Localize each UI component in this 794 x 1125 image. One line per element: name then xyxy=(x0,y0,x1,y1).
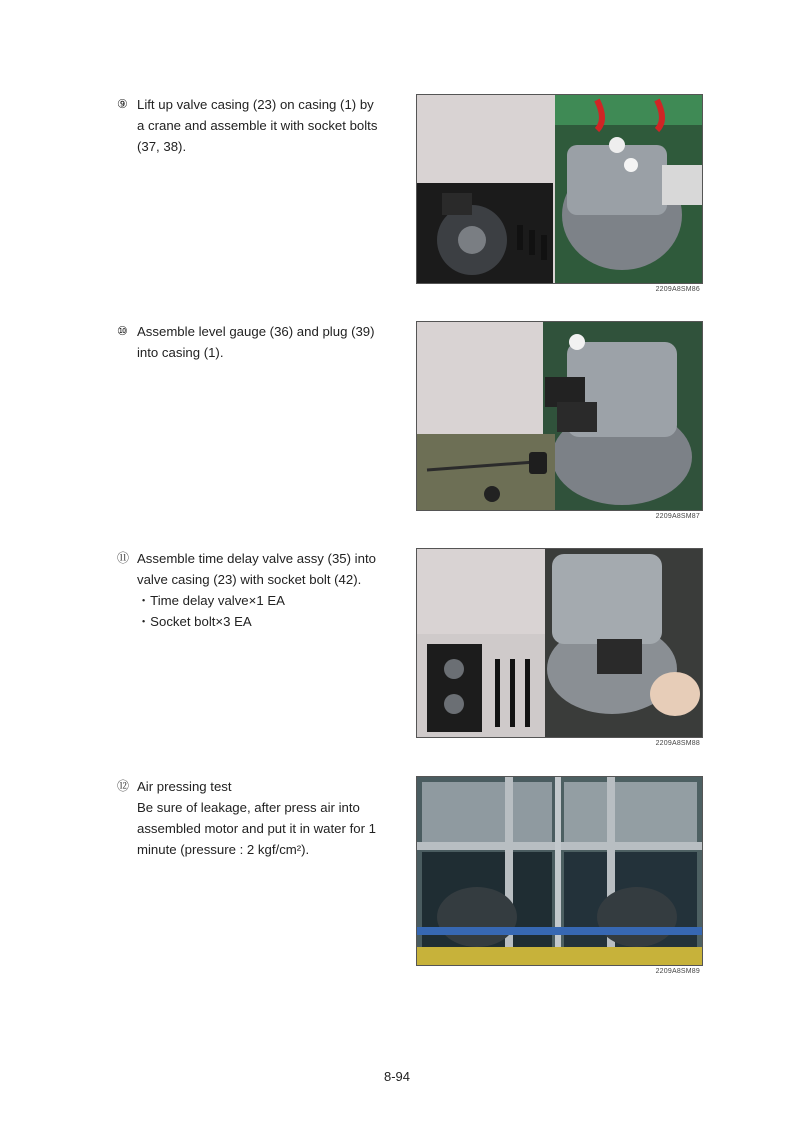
step-12 xyxy=(117,776,379,860)
step-text-line: into casing (1). xyxy=(137,345,224,360)
step-text-line: (37, 38). xyxy=(137,139,187,154)
step-text-line: Assemble time delay valve assy (35) into xyxy=(137,551,376,566)
step-number: ⑨ xyxy=(117,97,128,111)
step-text-line: Assemble level gauge (36) and plug (39) xyxy=(137,324,375,339)
step-text-line: valve casing (23) with socket bolt (42). xyxy=(137,572,362,587)
step-text-line: minute (pressure : 2 kgf/cm²). xyxy=(137,842,310,857)
step-bullet: ・Time delay valve×1 EA xyxy=(137,593,285,608)
figure-code: 2209A8SM87 xyxy=(655,513,700,520)
step-9 xyxy=(117,94,379,157)
figure-code: 2209A8SM89 xyxy=(655,968,700,975)
step-11 xyxy=(117,548,379,632)
step-number: ⑫ xyxy=(117,779,130,793)
figure-air-pressing-test xyxy=(416,776,703,966)
figure-code: 2209A8SM88 xyxy=(655,740,700,747)
step-text-line: Lift up valve casing (23) on casing (1) by xyxy=(137,97,374,112)
figure-code: 2209A8SM86 xyxy=(655,286,700,293)
page-number: 8-94 xyxy=(383,1069,411,1084)
figure-time-delay-valve xyxy=(416,548,703,738)
figure-level-gauge xyxy=(416,321,703,511)
figure-valve-casing-crane xyxy=(416,94,703,284)
step-text-line: assembled motor and put it in water for 1 xyxy=(137,821,376,836)
step-number: ⑩ xyxy=(117,324,128,338)
step-number: ⑪ xyxy=(117,551,130,565)
step-10 xyxy=(117,321,379,363)
step-title: Air pressing test xyxy=(137,779,232,794)
step-bullet: ・Socket bolt×3 EA xyxy=(137,614,252,629)
step-text-line: Be sure of leakage, after press air into xyxy=(137,800,360,815)
step-text-line: a crane and assemble it with socket bolts xyxy=(137,118,378,133)
